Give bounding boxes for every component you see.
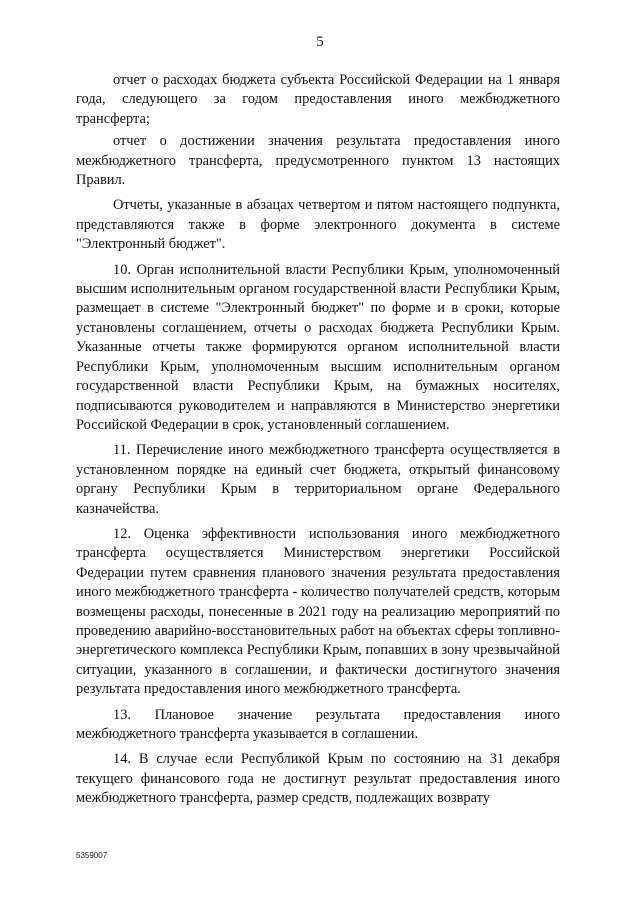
- paragraph-result-report: отчет о достижении значения результата предоставления иного межбюджетного трансферта, предусмотренного пунктом 13 настоящих Правил.: [76, 133, 560, 189]
- paragraph-item-14: 14. В случае если Республикой Крым по состоянию на 31 декабря текущего финансового года не достигнут результат предоставления иного межбюджетного трансферта, размер средств, подлежащих возврату: [76, 751, 560, 807]
- paragraph-electronic-budget: Отчеты, указанные в абзацах четвертом и пятом настоящего подпункта, представляются также в форме электронного документа в системе "Электронный бюджет".: [76, 197, 560, 253]
- document-body: [76, 71, 560, 815]
- paragraph-item-13: 13. Плановое значение результата предоставления иного межбюджетного трансферта указывается в соглашении.: [76, 706, 560, 742]
- paragraph-item-10: 10. Орган исполнительной власти Республики Крым, уполномоченный высшим исполнительным органом государственной власти Республики Крым, размещает в системе "Электронный бюджет" по форме и в сроки, которые установлены соглашением, отчеты о расходах бюджета Республики Крым. Указанные отчеты также формируются органом исполнительной власти Республики Крым, уполномоченным высшим исполнительным органом государственной власти Республики Крым, на бумажных носителях, подписываются руководителем и направляются в Министерство энергетики Российской Федерации в срок, установленный соглашением.: [76, 261, 560, 433]
- paragraph-expense-report: отчет о расходах бюджета субъекта Российской Федерации на 1 января года, следующего за годом предоставления иного межбюджетного трансферта;: [76, 72, 560, 127]
- paragraph-item-12: 12. Оценка эффективности использования иного межбюджетного трансферта осуществляется Министерством энергетики Российской Федерации путем сравнения планового значения результата предоставления иного межбюджетного трансферта - количество получателей средств, которым возмещены расходы, понесенные в 2021 году на реализацию мероприятий по проведению аварийно-восстановительных работ на объектах сферы топливно-энергетического комплекса Республики Крым, попавших в зону чрезвычайной ситуации, указанного в соглашении, и фактически достигнутого значения результата предоставления иного межбюджетного трансферта.: [76, 525, 560, 698]
- page-number: 5: [316, 34, 324, 50]
- footer-document-code: 5359007: [76, 851, 108, 860]
- paragraph-item-11: 11. Перечисление иного межбюджетного трансферта осуществляется в установленном порядке на единый счет бюджета, открытый финансовому органу Республики Крым в территориальном органе Федерального казначейства.: [76, 442, 560, 517]
